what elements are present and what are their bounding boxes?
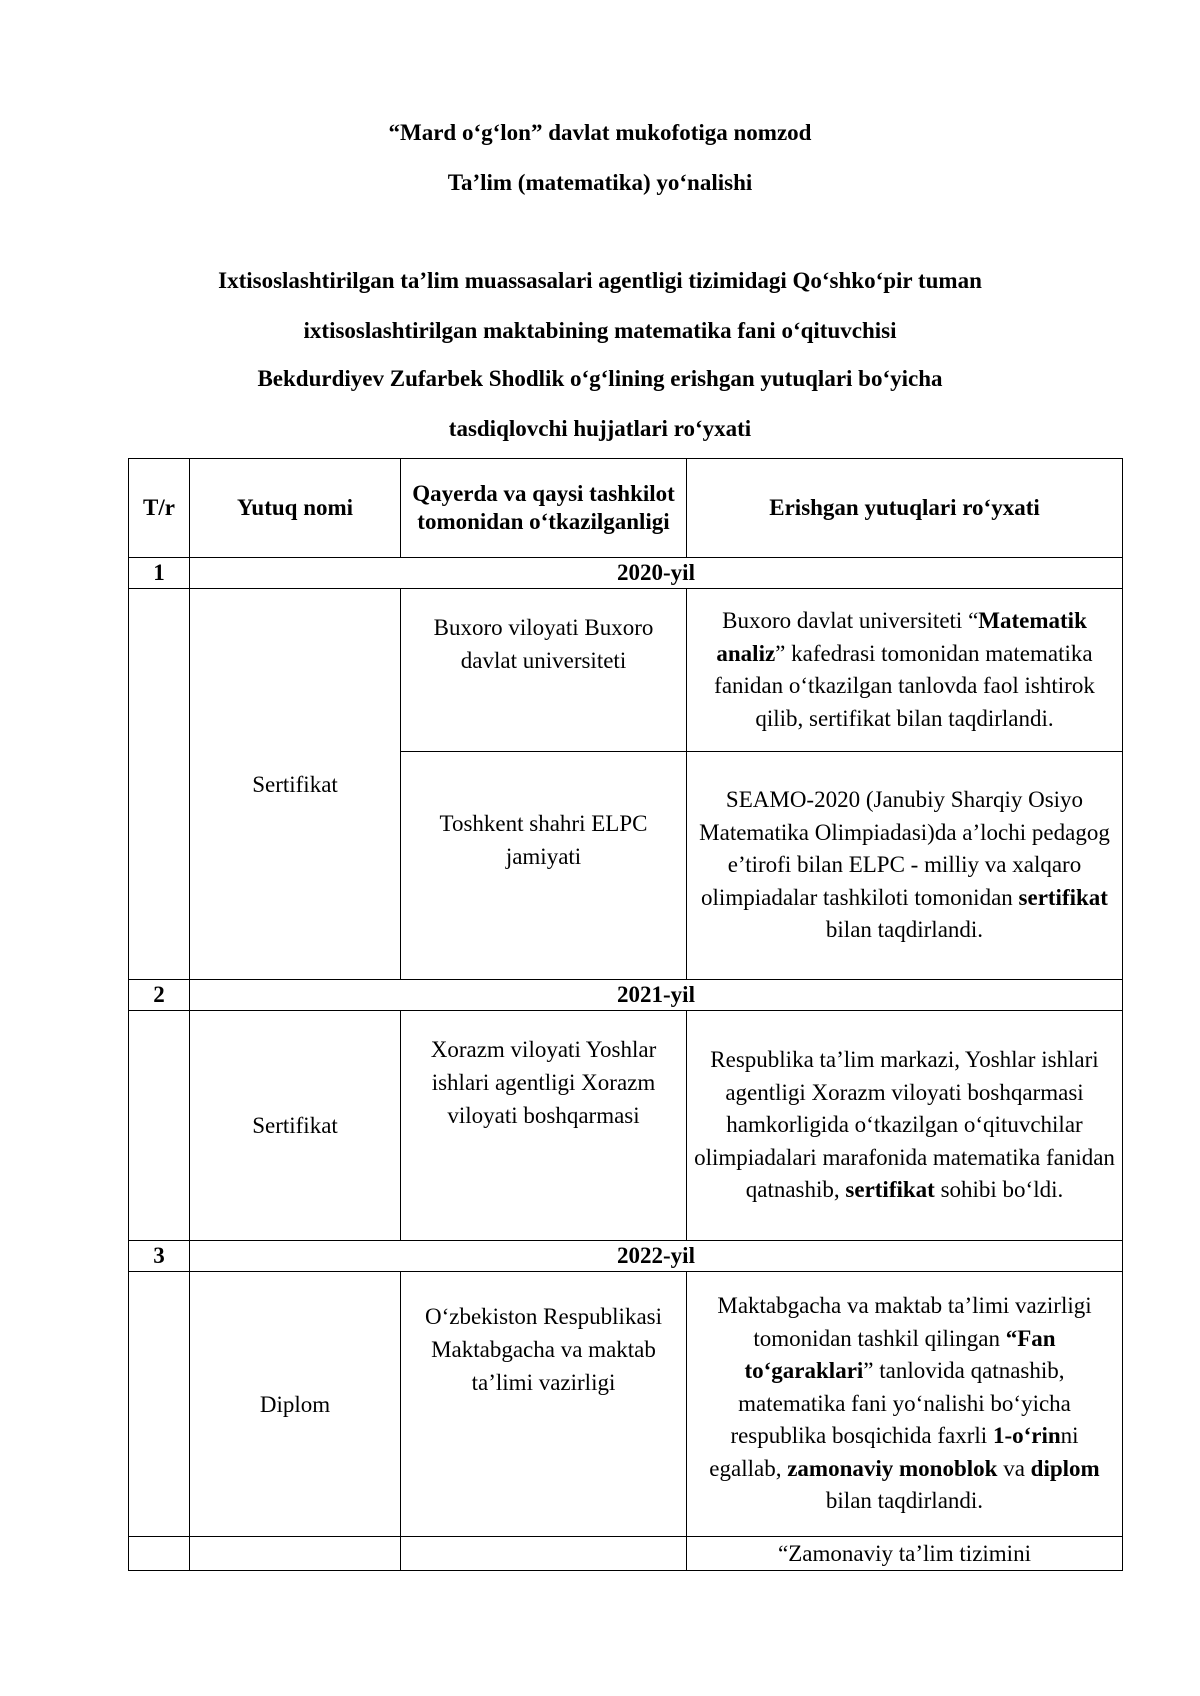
year-label: 2020-yil [190,558,1123,589]
empty-cell [129,1537,190,1571]
column-header-achievements: Erishgan yutuqlari ro‘yxati [687,459,1123,558]
organizer-cell: Toshkent shahri ELPC jamiyati [401,752,687,980]
row-number: 1 [129,558,190,589]
row-number: 3 [129,1241,190,1272]
table-row [129,1011,1123,1241]
award-name: Sertifikat [190,589,401,980]
column-header-organizer: Qayerda va qaysi tashkilot tomonidan o‘tkazilganligi [401,459,687,558]
text-run: ” tanlovida qatnashib, matematika fani yo‘nalishi bo‘yicha respublika bosqichida faxrli [730,1358,1071,1449]
achievement-description: “Zamonaviy ta’lim tizimini [687,1537,1123,1571]
bold-text-run: zamonaviy monoblok [787,1455,998,1481]
heading-line-2: ixtisoslashtirilgan maktabining matematika fani o‘qituvchisi [303,318,897,343]
table-row [129,1272,1123,1537]
text-run: bilan taqdirlandi. [825,917,984,943]
text-run: va [997,1455,1031,1481]
award-name: Sertifikat [190,1011,401,1241]
achievement-description [687,1011,1123,1241]
text-run: ni egallab, [709,1423,1079,1481]
bold-text-run: 1-o‘rin [992,1423,1061,1449]
text-run: Respublika ta’lim markazi, Yoshlar ishlari agentligi Xorazm viloyati boshqarmasi hamkorligida o‘tkazilgan o‘qituvchilar olimpiadalari marafonida matematika fanidan qatnashib, [694,1047,1115,1203]
achievement-description [687,752,1123,980]
empty-cell [129,1011,190,1241]
column-header-award-name: Yutuq nomi [190,459,401,558]
empty-cell [190,1537,401,1571]
achievement-description [687,589,1123,752]
document-title: “Mard o‘g‘lon” davlat mukofotiga nomzod [388,120,812,145]
row-number: 2 [129,980,190,1011]
heading-line-4: tasdiqlovchi hujjatlari ro‘yxati [448,416,752,441]
empty-cell [401,1537,687,1571]
organizer-cell: O‘zbekiston Respublikasi Maktabgacha va maktab ta’limi vazirligi [401,1272,687,1537]
heading-line-1: Ixtisoslashtirilgan ta’lim muassasalari agentligi tizimidagi Qo‘shko‘pir tuman [218,268,982,293]
year-label: 2021-yil [190,980,1123,1011]
bold-text-run: sertifikat [1018,884,1108,910]
bold-text-run: “Fan to‘garaklari [744,1325,1056,1384]
text-run: sohibi bo‘ldi. [934,1177,1064,1203]
text-run: Buxoro davlat universiteti “ [722,608,979,633]
empty-cell [129,589,190,980]
empty-cell [129,1272,190,1537]
year-row [129,980,1123,1011]
text-run: Maktabgacha va maktab ta’limi vazirligi tomonidan tashkil qilingan [717,1293,1092,1351]
text-run: bilan taqdirlandi. [825,1488,984,1514]
bold-text-run: Matematik analiz [716,608,1087,666]
table-row [129,589,1123,752]
document-subtitle: Ta’lim (matematika) yo‘nalishi [447,170,753,195]
table-row [129,1537,1123,1571]
year-row [129,1241,1123,1272]
year-label: 2022-yil [190,1241,1123,1272]
text-run: ” kafedrasi tomonidan matematika fanidan o‘tkazilgan tanlovda faol ishtirok qilib, sertifikat bilan taqdirlandi. [714,640,1095,731]
year-row [129,558,1123,589]
achievements-table [128,458,1123,1571]
table-header-row [129,459,1123,558]
text-run: SEAMO-2020 (Janubiy Sharqiy Osiyo Matematika Olimpiadasi)da a’lochi pedagog e’tirofi bilan ELPC - milliy va xalqaro olimpiadalar tashkiloti tomonidan [699,787,1110,910]
organizer-cell: Buxoro viloyati Buxoro davlat universiteti [401,589,687,752]
achievement-description [687,1272,1123,1537]
bold-text-run: sertifikat [845,1177,935,1203]
award-name: Diplom [190,1272,401,1537]
organizer-cell: Xorazm viloyati Yoshlar ishlari agentligi Xorazm viloyati boshqarmasi [401,1011,687,1241]
column-header-number: T/r [129,459,190,558]
bold-text-run: diplom [1030,1455,1100,1481]
heading-line-3: Bekdurdiyev Zufarbek Shodlik o‘g‘lining erishgan yutuqlari bo‘yicha [257,366,943,391]
